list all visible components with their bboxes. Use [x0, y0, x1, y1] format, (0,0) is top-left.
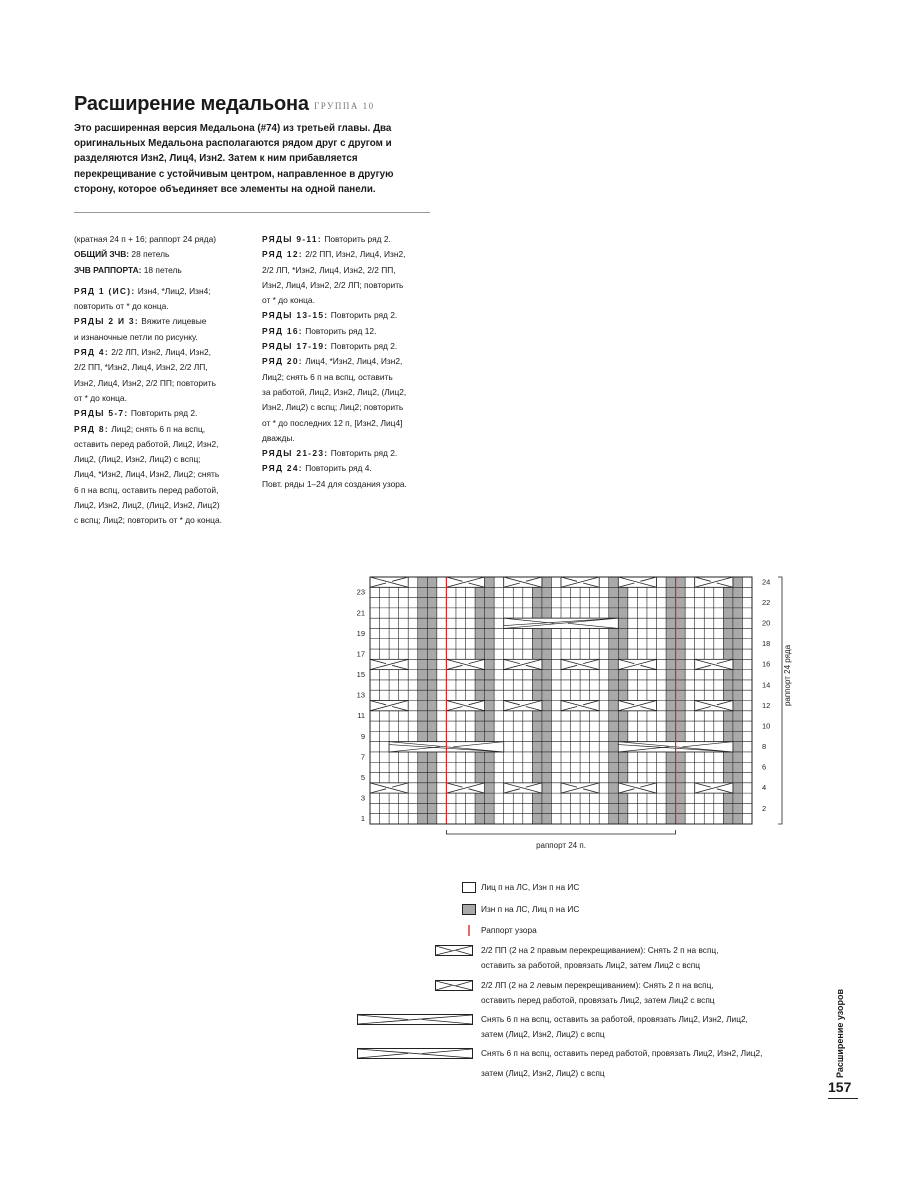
legend-text: 2/2 ПП (2 на 2 правым перекрещиванием): Снять 2 п на вспц,: [481, 945, 719, 955]
row-number-label: 20: [762, 618, 771, 628]
row-text: Изн2, Лиц2) с вспц; Лиц2; повторить: [262, 402, 404, 413]
row-text: оставить перед работой, Лиц2, Изн2,: [74, 438, 219, 449]
rapport-line: ЗЧВ РАППОРТА: 18 петель: [74, 264, 182, 275]
row-text: за работой, Лиц2, Изн2, Лиц2, (Лиц2,: [262, 386, 407, 397]
row-text: Изн2, Лиц4, Изн2, 2/2 ПП; повторить: [74, 377, 216, 388]
row-text: Повторить ряд 4.: [305, 463, 372, 474]
legend-text: 2/2 ЛП (2 на 2 левым перекрещиванием): Снять 2 п на вспц,: [481, 980, 714, 990]
row-text: Повт. ряды 1–24 для создания узора.: [262, 478, 407, 489]
legend-text: Изн п на ЛС, Лиц п на ИС: [481, 904, 580, 914]
row-text: от * до конца.: [74, 392, 127, 403]
row-label: РЯДЫ 13-15:: [262, 310, 329, 321]
legend-symbol-knit: [462, 882, 476, 893]
legend-symbol-c22l: [435, 980, 473, 991]
row-text: Повторить ряд 12.: [305, 325, 377, 336]
row-label: РЯД 16:: [262, 325, 303, 336]
row-number-label: 13: [356, 690, 365, 700]
legend-text: оставить за работой, провязать Лиц2, затем Лиц2 с вспц: [481, 960, 700, 970]
row-label: РЯДЫ 9-11:: [262, 234, 322, 244]
row-text: 2/2 ПП, Изн2, Лиц4, Изн2,: [305, 249, 406, 260]
row-number-label: 3: [360, 793, 365, 803]
rapport-row-label: раппорт 24 ряда: [783, 644, 792, 707]
rapport-stitch-label: раппорт 24 п.: [536, 841, 586, 850]
row-text: дважды.: [262, 432, 295, 443]
row-label: РЯДЫ 2 И 3:: [74, 316, 139, 327]
row-label: РЯДЫ 17-19:: [262, 341, 329, 352]
row-label: РЯД 12:: [262, 249, 303, 260]
legend-symbol-purl: [462, 904, 476, 915]
row-text: повторить от * до конца.: [74, 301, 169, 312]
row-number-label: 14: [762, 680, 771, 690]
row-text: Лиц2; снять 6 п на вспц,: [111, 423, 206, 434]
row-number-label: 24: [762, 577, 771, 587]
page-number: 157: [828, 1079, 852, 1095]
row-label: РЯДЫ 21-23:: [262, 448, 329, 459]
row-number-label: 1: [360, 814, 365, 824]
row-text: Повторить ряд 2.: [330, 448, 398, 459]
group-label: ГРУППА 10: [314, 101, 375, 111]
page-number-rule: [828, 1098, 858, 1099]
row-number-label: 10: [762, 721, 771, 731]
legend-text: Лиц п на ЛС, Изн п на ИС: [481, 882, 580, 892]
rapport-bracket: [446, 830, 675, 834]
row-text: Изн2, Лиц4, Изн2, 2/2 ЛП; повторить: [262, 279, 404, 290]
row-number-label: 23: [356, 587, 365, 597]
row-label: РЯД 20:: [262, 356, 303, 367]
row-text: 2/2 ПП, *Изн2, Лиц4, Изн2, 2/2 ЛП,: [74, 362, 208, 373]
legend-text: затем (Лиц2, Изн2, Лиц2) с вспц: [481, 1029, 605, 1039]
row-text: 2/2 ЛП, Изн2, Лиц4, Изн2,: [111, 347, 211, 358]
row-number-label: 12: [762, 700, 771, 710]
row-number-label: 4: [762, 783, 767, 793]
legend-symbol-part: [463, 905, 476, 915]
legend-text: Раппорт узора: [481, 925, 537, 935]
row-text: Лиц2; снять 6 п на вспц, оставить: [262, 371, 393, 382]
row-text: Лиц2, Изн2, Лиц2, (Лиц2, Изн2, Лиц2): [74, 500, 220, 511]
row-text: от * до конца.: [262, 295, 315, 306]
row-text: Повторить ряд 2.: [330, 310, 398, 321]
cast-on-note: (кратная 24 п + 16; раппорт 24 ряда): [74, 234, 217, 244]
row-text: Вяжите лицевые: [141, 316, 207, 327]
legend-symbol-c66r: [357, 1014, 473, 1025]
row-number-label: 6: [762, 762, 767, 772]
row-text: Лиц2, (Лиц2, Изн2, Лиц2) с вспц;: [74, 454, 201, 465]
row-number-label: 15: [356, 670, 365, 680]
legend-symbol-c66l: [357, 1048, 473, 1059]
row-text: с вспц; Лиц2; повторить от * до конца.: [74, 515, 222, 526]
section-tab: Расширение узоров: [835, 988, 845, 1078]
row-text: и изнаночные петли по рисунку.: [74, 331, 198, 342]
row-number-label: 8: [762, 742, 767, 752]
row-number-label: 2: [762, 803, 767, 813]
row-number-label: 21: [356, 608, 365, 618]
row-text: от * до последних 12 п, [Изн2, Лиц4]: [262, 417, 403, 428]
row-text: Повторить ряд 2.: [324, 234, 391, 244]
row-number-label: 11: [357, 711, 365, 721]
legend-text: оставить перед работой, провязать Лиц2, затем Лиц2 с вспц: [481, 995, 715, 1005]
row-label: РЯДЫ 5-7:: [74, 408, 129, 419]
legend-symbol-rapport: [462, 925, 476, 936]
row-number-label: 19: [356, 628, 365, 638]
legend-text: Снять 6 п на вспц, оставить за работой, провязать Лиц2, Изн2, Лиц2,: [481, 1014, 748, 1024]
row-number-label: 9: [360, 731, 365, 741]
row-text: Лиц4, *Изн2, Лиц4, Изн2,: [305, 356, 403, 367]
row-number-label: 5: [360, 772, 365, 782]
gauge-line: ОБЩИЙ ЗЧВ: 28 петель: [74, 249, 170, 260]
legend-text: затем (Лиц2, Изн2, Лиц2) с вспц: [481, 1068, 605, 1078]
row-number-label: 16: [762, 659, 771, 669]
row-label: РЯД 4:: [74, 347, 109, 358]
row-text: Изн4, *Лиц2, Изн4;: [137, 285, 211, 296]
rapport-row-bracket: [778, 577, 782, 824]
legend-text: Снять 6 п на вспц, оставить перед работой, провязать Лиц2, Изн2, Лиц2,: [481, 1048, 763, 1058]
page-title: Расширение медальона: [74, 93, 309, 115]
row-text: Повторить ряд 2.: [130, 408, 198, 419]
legend-symbol-part: [463, 883, 476, 893]
legend-symbol-c22r: [435, 945, 473, 956]
row-number-label: 18: [762, 639, 771, 649]
row-text: Повторить ряд 2.: [330, 341, 398, 352]
row-text: Лиц4, *Изн2, Лиц4, Изн2, Лиц2; снять: [74, 469, 220, 480]
row-number-label: 17: [356, 649, 365, 659]
intro-paragraph: Это расширенная версия Медальона (#74) из третьей главы. Два оригинальных Медальона располагаются рядом друг с другом и разделяются Изн2, Лиц4, Изн2. Затем к ним прибавляется перекрещивание с устойчивым центром, направленное в другую сторону, которое объединяет все элементы на одной панели.: [74, 123, 394, 195]
row-label: РЯД 1 (ИС):: [74, 285, 136, 296]
row-number-label: 22: [762, 597, 771, 607]
row-number-label: 7: [360, 752, 365, 762]
row-label: РЯД 24:: [262, 463, 303, 474]
row-label: РЯД 8:: [74, 423, 109, 434]
row-text: 6 п на вспц, оставить перед работой,: [74, 484, 219, 495]
row-text: 2/2 ЛП, *Изн2, Лиц4, Изн2, 2/2 ПП,: [262, 264, 396, 275]
